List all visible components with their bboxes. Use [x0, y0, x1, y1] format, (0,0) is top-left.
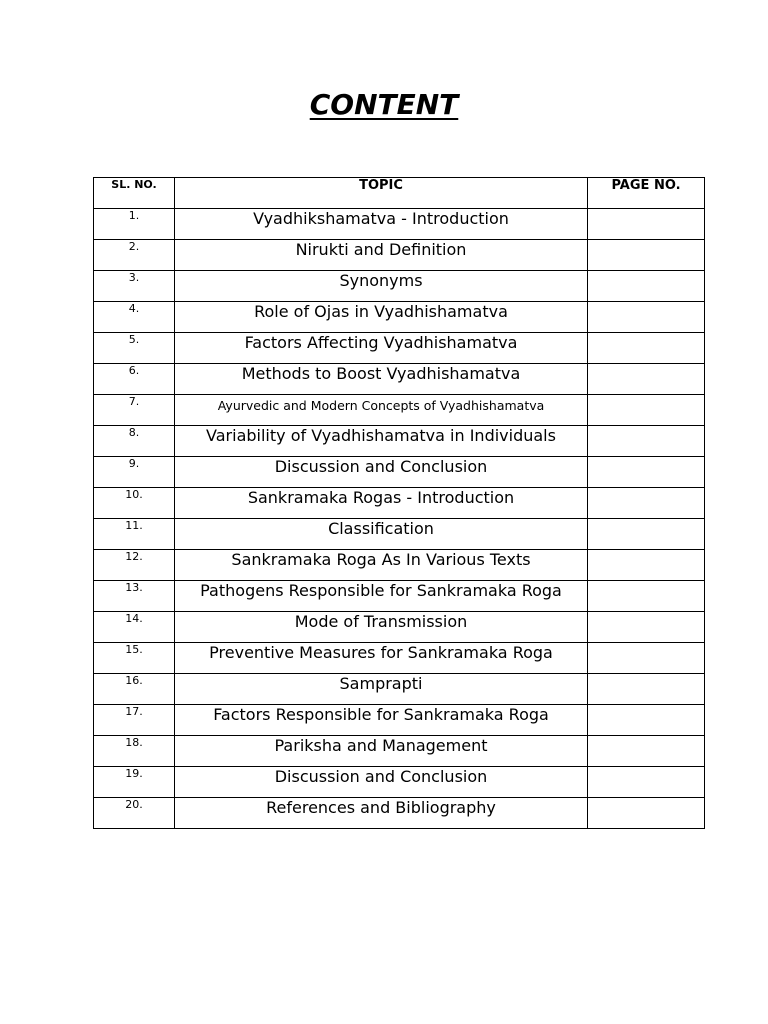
row-page-no	[588, 736, 705, 767]
row-page-no	[588, 488, 705, 519]
table-row	[94, 209, 705, 240]
row-sl-no: 14.	[94, 612, 175, 643]
row-topic: Vyadhikshamatva - Introduction	[175, 209, 588, 240]
row-topic: Pariksha and Management	[175, 736, 588, 767]
table-row	[94, 736, 705, 767]
row-sl-no: 9.	[94, 457, 175, 488]
table-row	[94, 674, 705, 705]
page-title: CONTENT	[309, 88, 459, 121]
row-topic: Methods to Boost Vyadhishamatva	[175, 364, 588, 395]
row-topic: Mode of Transmission	[175, 612, 588, 643]
row-topic: Nirukti and Definition	[175, 240, 588, 271]
table-row	[94, 364, 705, 395]
row-topic: References and Bibliography	[175, 798, 588, 829]
row-sl-no: 1.	[94, 209, 175, 240]
row-page-no	[588, 271, 705, 302]
row-page-no	[588, 550, 705, 581]
row-page-no	[588, 364, 705, 395]
row-page-no	[588, 612, 705, 643]
row-page-no	[588, 674, 705, 705]
table-row	[94, 581, 705, 612]
row-page-no	[588, 395, 705, 426]
row-page-no	[588, 581, 705, 612]
header-sl-no: SL. NO.	[94, 178, 175, 209]
row-sl-no: 11.	[94, 519, 175, 550]
row-topic: Sankramaka Roga As In Various Texts	[175, 550, 588, 581]
row-topic: Factors Affecting Vyadhishamatva	[175, 333, 588, 364]
row-topic: Discussion and Conclusion	[175, 457, 588, 488]
table-row	[94, 333, 705, 364]
table-header-row	[94, 178, 705, 209]
row-topic: Variability of Vyadhishamatva in Individuals	[175, 426, 588, 457]
row-sl-no: 17.	[94, 705, 175, 736]
table-row	[94, 426, 705, 457]
row-sl-no: 7.	[94, 395, 175, 426]
row-page-no	[588, 240, 705, 271]
table-row	[94, 302, 705, 333]
row-page-no	[588, 302, 705, 333]
row-topic: Synonyms	[175, 271, 588, 302]
table-row	[94, 395, 705, 426]
table-row	[94, 550, 705, 581]
row-sl-no: 19.	[94, 767, 175, 798]
row-sl-no: 10.	[94, 488, 175, 519]
table-row	[94, 643, 705, 674]
row-topic: Preventive Measures for Sankramaka Roga	[175, 643, 588, 674]
table-row	[94, 488, 705, 519]
row-sl-no: 20.	[94, 798, 175, 829]
row-topic: Sankramaka Rogas - Introduction	[175, 488, 588, 519]
header-topic: TOPIC	[175, 178, 588, 209]
row-page-no	[588, 519, 705, 550]
table-row	[94, 767, 705, 798]
table-row	[94, 457, 705, 488]
row-page-no	[588, 209, 705, 240]
row-sl-no: 5.	[94, 333, 175, 364]
row-topic: Discussion and Conclusion	[175, 767, 588, 798]
row-sl-no: 4.	[94, 302, 175, 333]
row-page-no	[588, 643, 705, 674]
row-sl-no: 12.	[94, 550, 175, 581]
table-row	[94, 612, 705, 643]
row-sl-no: 6.	[94, 364, 175, 395]
row-sl-no: 3.	[94, 271, 175, 302]
table-row	[94, 240, 705, 271]
table-row	[94, 705, 705, 736]
row-topic: Pathogens Responsible for Sankramaka Roga	[175, 581, 588, 612]
row-topic: Role of Ojas in Vyadhishamatva	[175, 302, 588, 333]
row-page-no	[588, 457, 705, 488]
table-row	[94, 519, 705, 550]
row-topic: Ayurvedic and Modern Concepts of Vyadhishamatva	[175, 395, 588, 426]
row-page-no	[588, 705, 705, 736]
row-topic: Samprapti	[175, 674, 588, 705]
row-topic: Factors Responsible for Sankramaka Roga	[175, 705, 588, 736]
row-sl-no: 13.	[94, 581, 175, 612]
row-sl-no: 15.	[94, 643, 175, 674]
row-sl-no: 2.	[94, 240, 175, 271]
row-sl-no: 18.	[94, 736, 175, 767]
contents-table	[93, 177, 705, 829]
row-page-no	[588, 798, 705, 829]
table-row	[94, 798, 705, 829]
row-page-no	[588, 333, 705, 364]
table-row	[94, 271, 705, 302]
header-page-no: PAGE NO.	[588, 178, 705, 209]
row-topic: Classification	[175, 519, 588, 550]
row-page-no	[588, 767, 705, 798]
row-page-no	[588, 426, 705, 457]
row-sl-no: 16.	[94, 674, 175, 705]
row-sl-no: 8.	[94, 426, 175, 457]
